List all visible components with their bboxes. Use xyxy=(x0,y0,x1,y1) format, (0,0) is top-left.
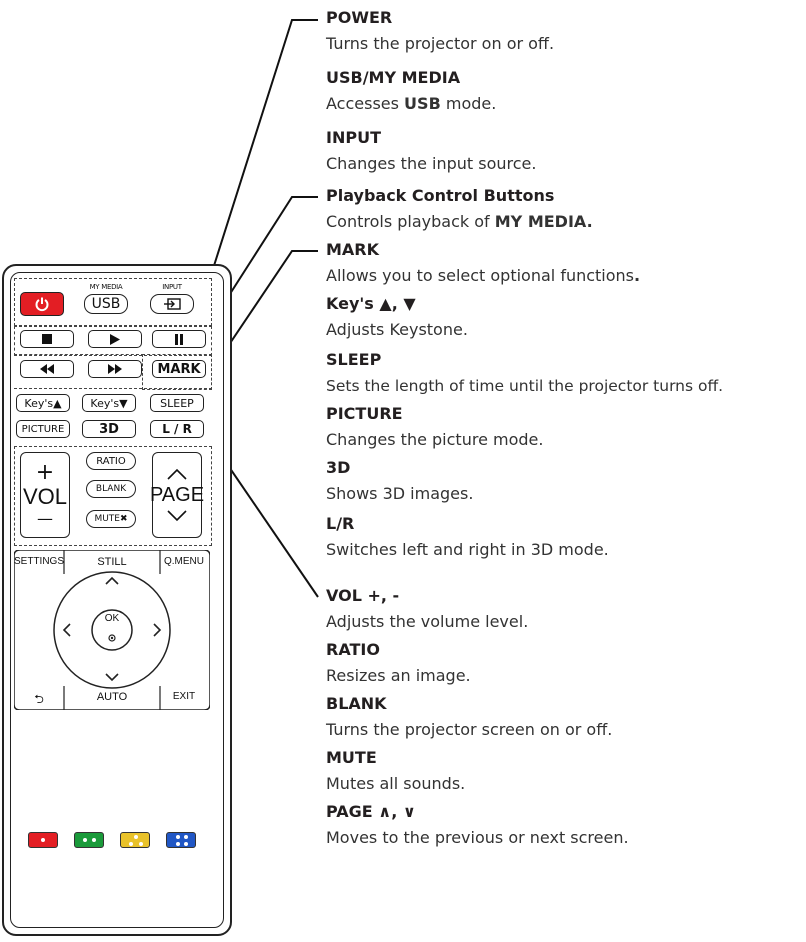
settings-button[interactable]: SETTINGS xyxy=(14,556,65,567)
nav-right-icon[interactable] xyxy=(154,624,160,636)
legend-usb xyxy=(326,68,496,114)
legend-desc: Accesses USB mode. xyxy=(326,94,497,113)
page-down-icon[interactable] xyxy=(166,510,188,522)
legend-heading: SLEEP xyxy=(326,350,382,369)
legend-desc: Turns the projector screen on or off. xyxy=(326,720,613,739)
legend-sleep xyxy=(326,350,723,396)
input-label: INPUT xyxy=(162,283,182,291)
legend-input xyxy=(326,128,536,174)
page-label: PAGE xyxy=(149,484,205,506)
legend-keystone xyxy=(326,294,468,340)
volume-down-icon[interactable]: — xyxy=(37,509,53,528)
legend-picture xyxy=(326,404,543,450)
picture-button[interactable]: PICTURE xyxy=(16,420,70,438)
legend-desc: Mutes all sounds. xyxy=(326,774,466,793)
power-icon xyxy=(34,296,50,312)
remote-control xyxy=(2,264,232,936)
sleep-button[interactable]: SLEEP xyxy=(150,394,204,412)
ok-label: OK xyxy=(104,613,120,624)
legend-desc: Shows 3D images. xyxy=(326,484,474,503)
auto-button[interactable]: AUTO xyxy=(96,691,128,703)
legend-blank xyxy=(326,694,612,740)
legend-desc: Turns the projector on or off. xyxy=(326,34,555,53)
legend-desc: Adjusts the volume level. xyxy=(326,612,529,631)
stop-button[interactable] xyxy=(20,330,74,348)
legend-heading: PAGE ∧, ∨ xyxy=(326,802,416,821)
exit-button[interactable]: EXIT xyxy=(172,691,196,702)
ratio-button[interactable]: RATIO xyxy=(86,452,136,470)
legend-lr xyxy=(326,514,609,560)
mute-button[interactable]: MUTE✖ xyxy=(86,510,136,528)
legend-heading: L/R xyxy=(326,514,355,533)
yellow-button[interactable] xyxy=(120,832,150,848)
legend-heading: PICTURE xyxy=(326,404,403,423)
legend-heading: 3D xyxy=(326,458,351,477)
legend-page xyxy=(326,802,629,848)
legend-heading: RATIO xyxy=(326,640,380,659)
blank-button[interactable]: BLANK xyxy=(86,480,136,498)
legend-ratio xyxy=(326,640,471,686)
legend-desc: Switches left and right in 3D mode. xyxy=(326,540,609,559)
legend-heading: VOL +, - xyxy=(326,586,400,605)
stop-icon xyxy=(42,334,52,344)
volume-rocker[interactable] xyxy=(20,452,70,538)
page-rocker[interactable] xyxy=(149,452,205,538)
fast-forward-button[interactable] xyxy=(88,360,142,378)
zone-divider xyxy=(14,388,212,389)
rewind-icon xyxy=(40,364,54,374)
nav-up-icon[interactable] xyxy=(106,578,118,584)
callout-line-power xyxy=(212,20,318,272)
power-button[interactable] xyxy=(20,292,64,316)
legend-heading: MUTE xyxy=(326,748,377,767)
zone-divider xyxy=(14,354,144,355)
legend-desc: Allows you to select optional functions. xyxy=(326,266,641,285)
vol-label: VOL xyxy=(22,484,68,509)
red-button[interactable] xyxy=(28,832,58,848)
nav-panel xyxy=(14,550,210,710)
keystone-down-button[interactable]: Key's▼ xyxy=(82,394,136,412)
legend-desc: Changes the input source. xyxy=(326,154,537,173)
legend-3d xyxy=(326,458,473,504)
legend-desc: Adjusts Keystone. xyxy=(326,320,468,339)
legend-vol xyxy=(326,586,528,632)
pause-button[interactable] xyxy=(152,330,206,348)
legend-mute xyxy=(326,748,465,794)
play-icon xyxy=(110,334,120,345)
legend-desc: Sets the length of time until the projector turns off. xyxy=(326,377,724,395)
nav-left-icon[interactable] xyxy=(64,624,70,636)
mark-button[interactable]: MARK xyxy=(152,360,206,378)
input-button[interactable] xyxy=(150,294,194,314)
blue-button[interactable] xyxy=(166,832,196,848)
input-icon xyxy=(163,298,181,310)
back-button[interactable]: ⮌ xyxy=(34,692,44,706)
volume-up-icon[interactable]: + xyxy=(35,460,55,485)
fast-forward-icon xyxy=(108,364,122,374)
legend-heading: Key's ▲, ▼ xyxy=(326,294,416,313)
rewind-button[interactable] xyxy=(20,360,74,378)
usb-button[interactable]: USB xyxy=(84,294,128,314)
legend-heading: Playback Control Buttons xyxy=(326,186,555,205)
legend-heading: BLANK xyxy=(326,694,387,713)
qmenu-button[interactable]: Q.MENU xyxy=(164,556,204,567)
green-button[interactable] xyxy=(74,832,104,848)
legend-power xyxy=(326,8,554,54)
still-button[interactable]: STILL xyxy=(97,556,127,568)
lr-button[interactable]: L / R xyxy=(150,420,204,438)
pause-icon xyxy=(174,334,184,345)
nav-down-icon[interactable] xyxy=(106,674,118,680)
legend-heading: USB/MY MEDIA xyxy=(326,68,461,87)
page-up-icon[interactable] xyxy=(166,468,188,480)
legend-desc: Resizes an image. xyxy=(326,666,471,685)
legend-playback xyxy=(326,186,593,232)
legend-desc: Moves to the previous or next screen. xyxy=(326,828,629,847)
legend-heading: POWER xyxy=(326,8,393,27)
legend-heading: MARK xyxy=(326,240,380,259)
3d-button[interactable]: 3D xyxy=(82,420,136,438)
my-media-label: MY MEDIA xyxy=(89,283,123,291)
legend-desc: Controls playback of MY MEDIA. xyxy=(326,212,593,231)
nav-ring[interactable] xyxy=(54,572,170,688)
legend-heading: INPUT xyxy=(326,128,381,147)
legend-desc: Changes the picture mode. xyxy=(326,430,544,449)
keystone-up-button[interactable]: Key's▲ xyxy=(16,394,70,412)
legend-mark xyxy=(326,240,640,286)
play-button[interactable] xyxy=(88,330,142,348)
